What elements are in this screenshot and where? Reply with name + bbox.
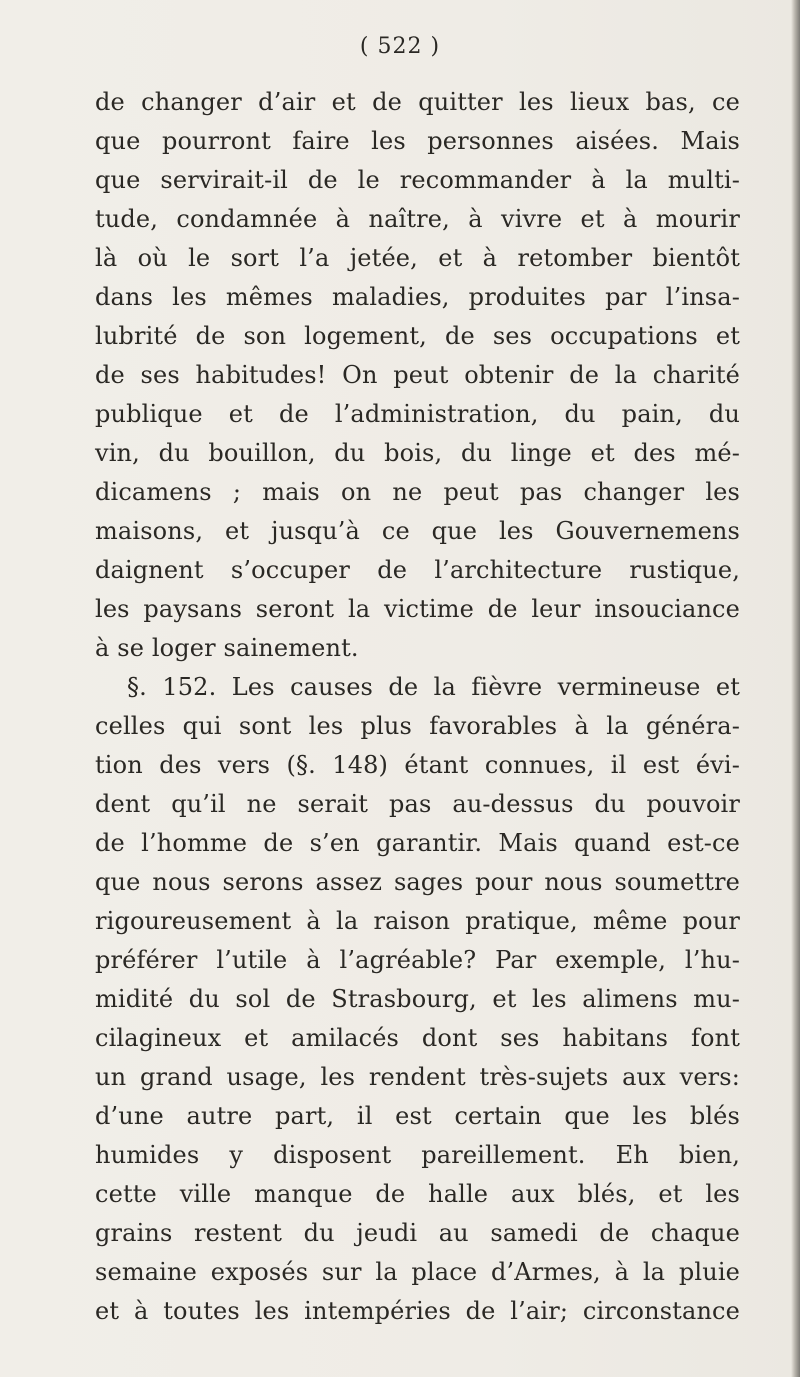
text-line: les paysans seront la victime de leur insouciance (95, 595, 740, 623)
text-line: que pourront faire les personnes aisées. Mais (95, 127, 740, 155)
text-line: tion des vers (§. 148) étant connues, il est évi- (95, 751, 740, 779)
text-line: que servirait-il de le recommander à la multi- (95, 166, 740, 194)
text-line: dans les mêmes maladies, produites par l’insa- (95, 283, 740, 311)
text-line: tude, condamnée à naître, à vivre et à mourir (95, 205, 740, 233)
text-line: cette ville manque de halle aux blés, et les (95, 1180, 740, 1208)
page-edge-shadow (791, 0, 800, 1377)
text-line: que nous serons assez sages pour nous soumettre (95, 868, 740, 896)
text-line: et à toutes les intempéries de l’air; circonstance (95, 1297, 740, 1325)
text-line: de l’homme de s’en garantir. Mais quand est-ce (95, 829, 740, 857)
section-152-heading-line: §. 152. Les causes de la fièvre vermineuse et (127, 673, 740, 701)
text-line: maisons, et jusqu’à ce que les Gouvernemens (95, 517, 740, 545)
text-line: préférer l’utile à l’agréable? Par exemple, l’hu- (95, 946, 740, 974)
text-line: lubrité de son logement, de ses occupations et (95, 322, 740, 350)
text-line: là où le sort l’a jetée, et à retomber bientôt (95, 244, 740, 272)
text-line: grains restent du jeudi au samedi de chaque (95, 1219, 740, 1247)
body-text (95, 83, 740, 1331)
text-line: dicamens ; mais on ne peut pas changer les (95, 478, 740, 506)
text-line: de changer d’air et de quitter les lieux bas, ce (95, 88, 740, 116)
text-line: daignent s’occuper de l’architecture rustique, (95, 556, 740, 584)
text-line: humides y disposent pareillement. Eh bien, (95, 1141, 740, 1169)
text-line: dent qu’il ne serait pas au-dessus du pouvoir (95, 790, 740, 818)
text-line: midité du sol de Strasbourg, et les alimens mu- (95, 985, 740, 1013)
text-line: celles qui sont les plus favorables à la généra- (95, 712, 740, 740)
text-line: cilagineux et amilacés dont ses habitans font (95, 1024, 740, 1052)
text-line: semaine exposés sur la place d’Armes, à la pluie (95, 1258, 740, 1286)
text-line: un grand usage, les rendent très-sujets aux vers: (95, 1063, 740, 1091)
text-line: d’une autre part, il est certain que les blés (95, 1102, 740, 1130)
text-line: rigoureusement à la raison pratique, même pour (95, 907, 740, 935)
text-line: vin, du bouillon, du bois, du linge et des mé- (95, 439, 740, 467)
text-line: publique et de l’administration, du pain, du (95, 400, 740, 428)
page-number: ( 522 ) (359, 34, 441, 59)
paragraph-end-line: à se loger sainement. (95, 634, 359, 662)
text-line: de ses habitudes! On peut obtenir de la charité (95, 361, 740, 389)
